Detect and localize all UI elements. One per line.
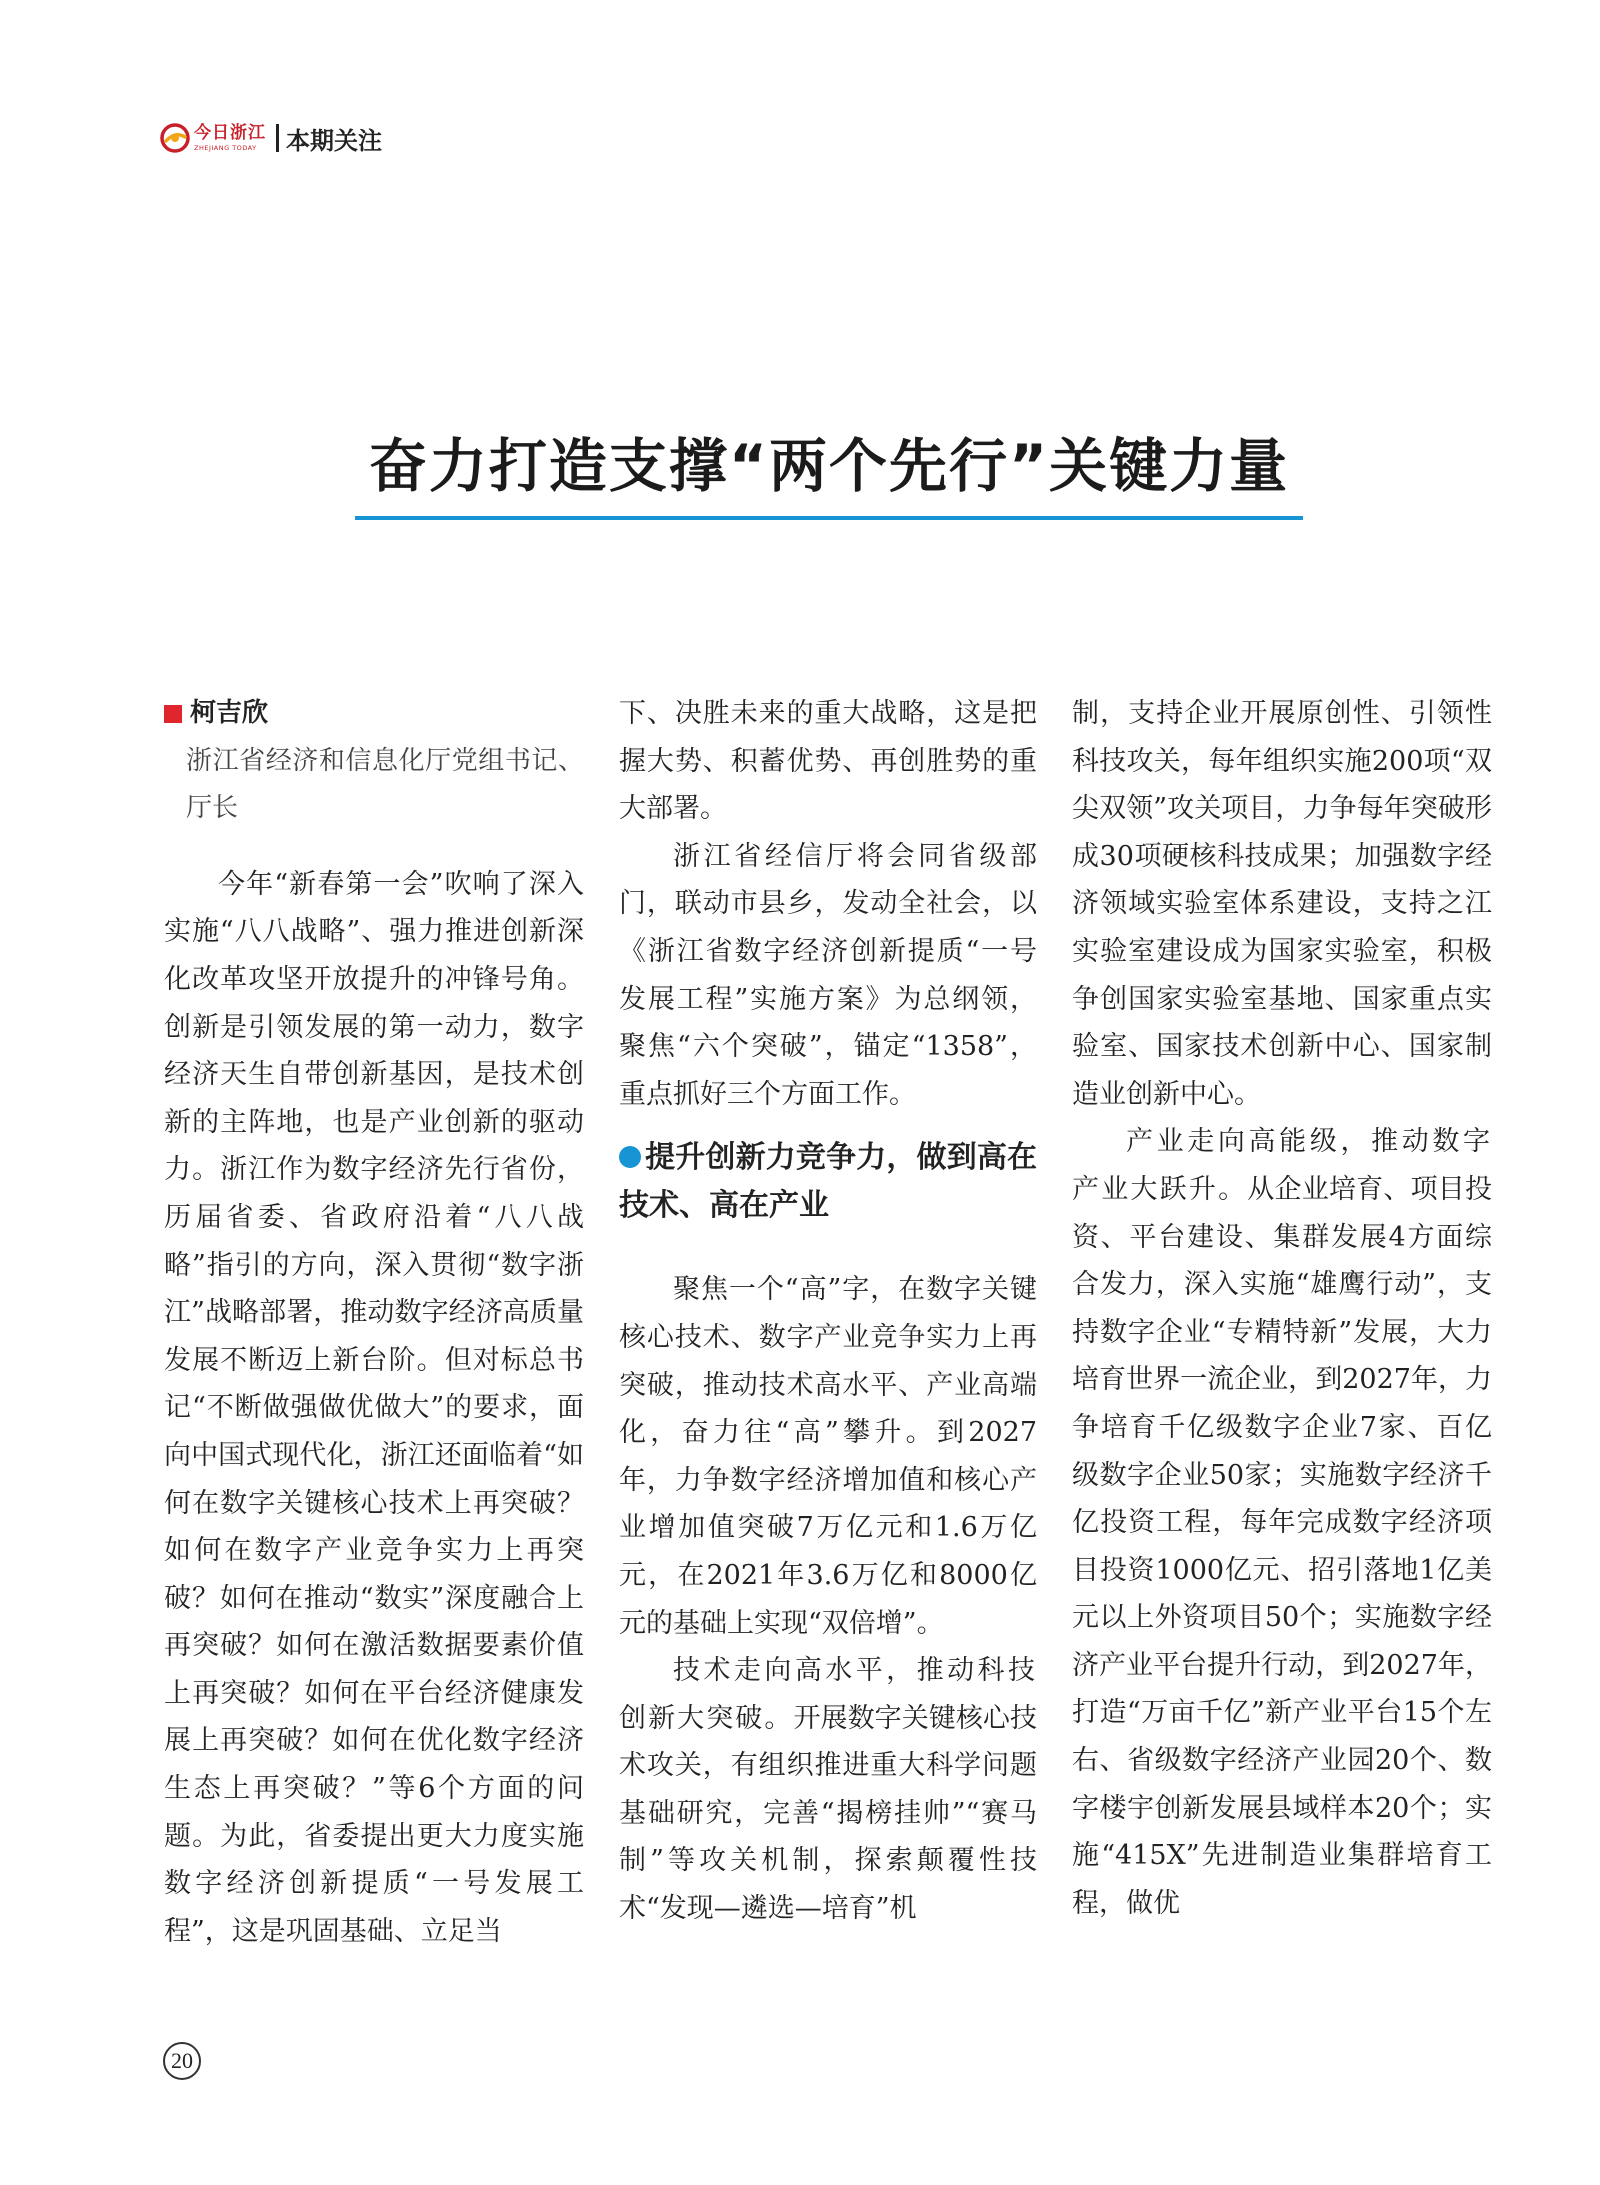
section-subheading (619, 1134, 1037, 1230)
paragraph-body: 从企业培育、项目投资、平台建设、集群发展4方面综合发力，深入实施“雄鹰行动”，支持数字企业“专精特新”发展，大力培育世界一流企业，到2027年，力争培育千亿级数字企业7家、百亿级数字企业50家；实施数字经济千亿投资工程，每年完成数字经济项目投资1000亿元、招引落地1亿美元以上外资项目50个；实施数字经济产业平台提升行动，到2027年，打造“万亩千亿”新产业平台15个左右、省级数字经济产业园20个、数字楼宇创新发展县域样本20个；实施“415X”先进制造业集群培育工程，做优 (1072, 1173, 1493, 1919)
text-column-2 (619, 690, 1037, 1933)
header-divider (276, 124, 279, 152)
paragraph: 今年“新春第一会”吹响了深入实施“八八战略”、强力推进创新深化改革攻坚开放提升的冲锋号角。创新是引领发展的第一动力，数字经济天生自带创新基因，是技术创新的主阵地，也是产业创新的驱动力。浙江作为数字经济先行省份，历届省委、省政府沿着“八八战略”指引的方向，深入贯彻“数字浙江”战略部署，推动数字经济高质量发展不断迈上新台阶。但对标总书记“不断做强做优做大”的要求，面向中国式现代化，浙江还面临着“如何在数字关键核心技术上再突破？如何在数字产业竞争实力上再突破？如何在推动“数实”深度融合上再突破？如何在激活数据要素价值上再突破？如何在平台经济健康发展上再突破？如何在优化数字经济生态上再突破？”等6个方面的问题。为此，省委提出更大力度实施数字经济创新提质“一号发展工程”，这是巩固基础、立足当 (164, 868, 584, 1947)
paragraph-lead: 产业走向高能级，推动数字产业大跃升。 (1072, 1126, 1492, 1205)
paragraph (1072, 1118, 1492, 1927)
paragraph-body: 开展数字关键核心技术攻关，有组织推进重大科学问题基础研究，完善“揭榜挂帅”“赛马制”等攻关机制，探索颠覆性技术“发现—遴选—培育”机 (619, 1702, 1038, 1925)
magazine-logo (160, 123, 266, 153)
article-title-block (355, 432, 1303, 520)
text-column-3 (1072, 690, 1492, 1927)
author-role: 浙江省经济和信息化厅党组书记、厅长 (186, 745, 584, 824)
logo-chinese-text: 今日浙江 (194, 122, 266, 143)
paragraph: 制，支持企业开展原创性、引领性科技攻关，每年组织实施200项“双尖双领”攻关项目，力争每年突破形成30项硬核科技成果；加强数字经济领域实验室体系建设，支持之江实验室建设成为国家实验室，积极争创国家实验室基地、国家重点实验室、国家技术创新中心、国家制造业创新中心。 (1072, 698, 1492, 1110)
paragraph: 聚焦一个“高”字，在数字关键核心技术、数字产业竞争实力上再突破，推动技术高水平、产业高端化，奋力往“高”攀升。到2027年，力争数字经济增加值和核心产业增加值突破7万亿元和1.6万亿元，在2021年3.6万亿和8000亿元的基础上实现“双倍增”。 (619, 1274, 1037, 1639)
logo-english-text: ZHEJIANG TODAY (194, 143, 257, 152)
subheading-text: 提升创新力竞争力，做到高在技术、高在产业 (619, 1140, 1037, 1224)
bullet-dot-icon (619, 1146, 641, 1168)
logo-swirl-icon (160, 123, 190, 153)
title-underline (355, 516, 1303, 520)
author-marker-icon (164, 705, 182, 723)
author-name: 柯吉欣 (190, 698, 269, 728)
paragraph: 下、决胜未来的重大战略，这是把握大势、积蓄优势、再创胜势的重大部署。 (619, 698, 1037, 825)
article-title: 奋力打造支撑“两个先行”关键力量 (368, 432, 1290, 500)
paragraph: 浙江省经信厅将会同省级部门，联动市县乡，发动全社会，以《浙江省数字经济创新提质“一号发展工程”实施方案》为总纲领，聚焦“六个突破”，锚定“1358”，重点抓好三个方面工作。 (619, 840, 1037, 1110)
section-label: 本期关注 (286, 126, 382, 155)
page-number: 20 (163, 2042, 201, 2080)
paragraph (619, 1647, 1037, 1933)
masthead (160, 118, 382, 158)
author-line (164, 690, 584, 738)
text-column-1 (164, 690, 584, 1955)
paragraph-lead: 技术走向高水平，推动科技创新大突破。 (619, 1655, 1037, 1734)
